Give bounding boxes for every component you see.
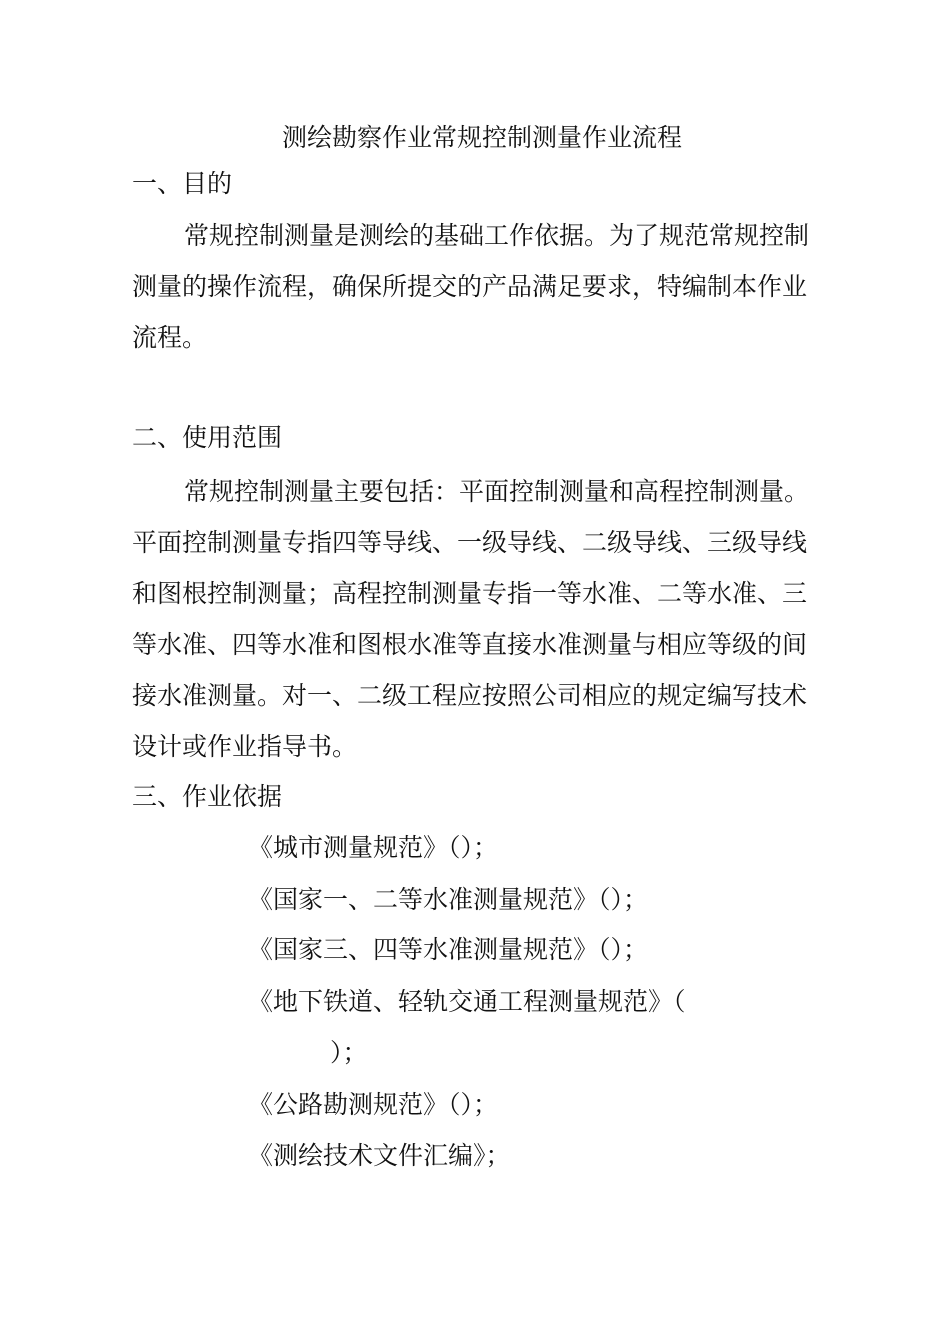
document-title: 测绘勘察作业常规控制测量作业流程	[281, 123, 682, 152]
paragraph-line: 测量的操作流程，确保所提交的产品满足要求，特编制本作业	[132, 272, 808, 301]
paragraph-line: 等水准、四等水准和图根水准等直接水准测量与相应等级的间	[132, 630, 808, 659]
paragraph-line: 设计或作业指导书。	[132, 732, 358, 761]
section-body-purpose	[132, 210, 822, 363]
paragraph-line: 常规控制测量是测绘的基础工作依据。为了规范常规控制	[184, 221, 810, 250]
reference-item: 《公路勘测规范》（）；	[248, 1090, 499, 1119]
reference-item: 《测绘技术文件汇编》；	[248, 1141, 511, 1170]
paragraph-line: 常规控制测量主要包括：平面控制测量和高程控制测量。	[184, 477, 810, 506]
paragraph-line: 流程。	[132, 323, 208, 352]
paragraph-line: 平面控制测量专指四等导线、一级导线、二级导线、三级导线	[132, 528, 808, 557]
reference-item: 《地下铁道、轻轨交通工程测量规范》（	[248, 987, 686, 1016]
paragraph-line: 接水准测量。对一、二级工程应按照公司相应的规定编写技术	[132, 681, 808, 710]
section-heading-basis: 三、作业依据	[132, 782, 283, 811]
reference-item-continuation: ）；	[330, 1038, 368, 1067]
section-heading-purpose: 一、目的	[132, 169, 233, 198]
reference-item: 《城市测量规范》（）；	[248, 833, 499, 862]
paragraph-line: 和图根控制测量；高程控制测量专指一等水准、二等水准、三	[132, 579, 808, 608]
reference-item: 《国家一、二等水准测量规范》（）；	[248, 885, 649, 914]
section-body-scope	[132, 466, 822, 772]
section-heading-scope: 二、使用范围	[132, 423, 283, 452]
reference-item: 《国家三、四等水准测量规范》（）；	[248, 935, 649, 964]
